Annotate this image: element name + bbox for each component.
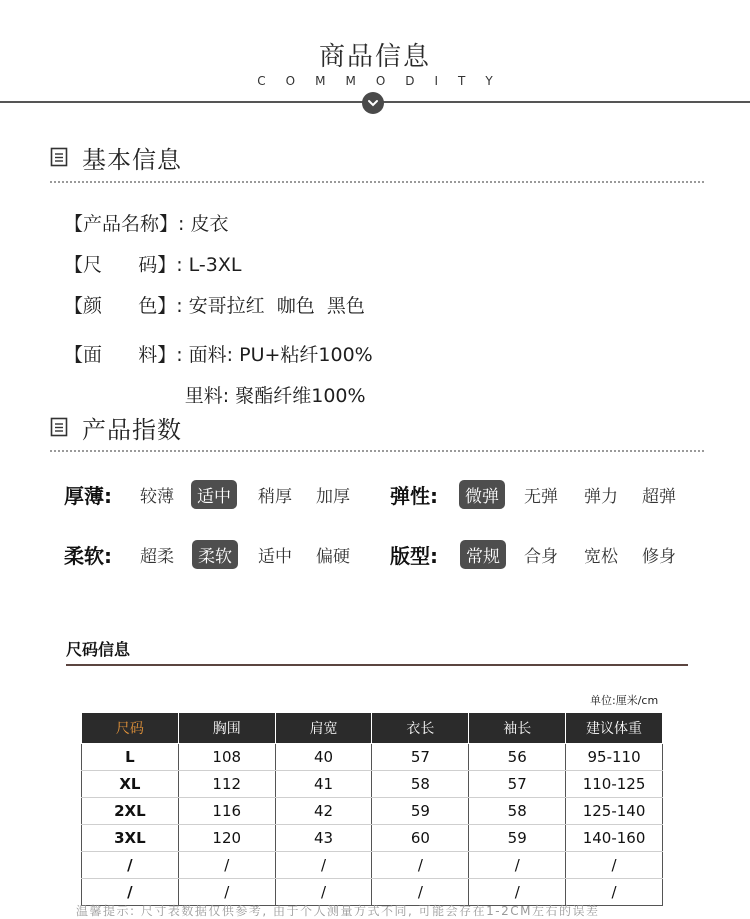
- index-label-softness: 柔软:: [64, 544, 112, 568]
- table-cell: /: [372, 879, 469, 906]
- option-softness-0: 超柔: [140, 547, 174, 567]
- option-thickness-1-selected: 适中: [191, 480, 237, 509]
- table-cell: 140-160: [566, 825, 663, 852]
- table-cell: /: [469, 852, 566, 879]
- column-header: 尺码: [82, 713, 179, 744]
- document-list-icon: [50, 147, 68, 171]
- table-cell: /: [82, 879, 179, 906]
- size-note: 温馨提示: 尺寸表数据仅供参考, 由于个人测量方式不同, 可能会存在1-2CM左右的误差: [76, 904, 600, 918]
- table-cell: 56: [469, 744, 566, 771]
- index-label-thickness: 厚薄:: [64, 484, 112, 508]
- table-cell: 108: [178, 744, 275, 771]
- info-row-lining: 里料: 聚酯纤维100%: [64, 385, 366, 407]
- table-cell: 58: [372, 771, 469, 798]
- table-cell: /: [275, 879, 372, 906]
- size-divider: [66, 664, 688, 666]
- table-cell: 58: [469, 798, 566, 825]
- table-cell: XL: [82, 771, 179, 798]
- table-cell: /: [82, 852, 179, 879]
- option-thickness-0: 较薄: [140, 487, 174, 507]
- table-cell: 112: [178, 771, 275, 798]
- table-cell: 57: [372, 744, 469, 771]
- index-label-fit: 版型:: [390, 544, 438, 568]
- option-softness-1-selected: 柔软: [192, 540, 238, 569]
- dotted-divider: [50, 450, 704, 452]
- table-cell: 110-125: [566, 771, 663, 798]
- option-fit-0-selected: 常规: [460, 540, 506, 569]
- table-cell: /: [469, 879, 566, 906]
- table-cell: /: [178, 852, 275, 879]
- table-cell: 42: [275, 798, 372, 825]
- option-elasticity-3: 超弹: [642, 487, 676, 507]
- info-row-size: 【尺 码】: L-3XL: [64, 254, 242, 276]
- section-heading-size: 尺码信息: [66, 640, 131, 659]
- table-row: [82, 825, 663, 852]
- table-cell: 59: [469, 825, 566, 852]
- option-fit-1: 合身: [524, 547, 558, 567]
- table-cell: 43: [275, 825, 372, 852]
- table-cell: 2XL: [82, 798, 179, 825]
- option-elasticity-1: 无弹: [524, 487, 558, 507]
- table-row: [82, 798, 663, 825]
- dotted-divider: [50, 181, 704, 183]
- table-cell: 95-110: [566, 744, 663, 771]
- column-header: 肩宽: [275, 713, 372, 744]
- table-cell: /: [275, 852, 372, 879]
- table-cell: 3XL: [82, 825, 179, 852]
- option-softness-3: 偏硬: [316, 547, 350, 567]
- option-thickness-3: 加厚: [316, 487, 350, 507]
- table-header-row: [82, 713, 663, 744]
- table-row: [82, 771, 663, 798]
- table-cell: L: [82, 744, 179, 771]
- table-cell: 41: [275, 771, 372, 798]
- table-row: [82, 852, 663, 879]
- table-cell: 59: [372, 798, 469, 825]
- option-elasticity-0-selected: 微弹: [459, 480, 505, 509]
- page-subtitle: COMMODITY: [257, 74, 513, 88]
- info-row-color: 【颜 色】: 安哥拉红 咖色 黑色: [64, 295, 365, 317]
- table-cell: 40: [275, 744, 372, 771]
- unit-label: 单位:厘米/cm: [590, 694, 659, 707]
- info-row-name: 【产品名称】: 皮衣: [64, 213, 229, 235]
- size-table: [81, 712, 663, 906]
- table-cell: 120: [178, 825, 275, 852]
- table-cell: 60: [372, 825, 469, 852]
- column-header: 胸围: [178, 713, 275, 744]
- table-cell: /: [372, 852, 469, 879]
- chevron-down-icon: [362, 92, 384, 114]
- document-list-icon: [50, 417, 68, 441]
- table-cell: 57: [469, 771, 566, 798]
- index-label-elasticity: 弹性:: [390, 484, 438, 508]
- table-cell: 116: [178, 798, 275, 825]
- column-header: 建议体重: [566, 713, 663, 744]
- option-fit-2: 宽松: [584, 547, 618, 567]
- table-cell: 125-140: [566, 798, 663, 825]
- option-softness-2: 适中: [258, 547, 292, 567]
- table-row: [82, 744, 663, 771]
- section-heading-index: 产品指数: [82, 416, 182, 444]
- column-header: 衣长: [372, 713, 469, 744]
- option-fit-3: 修身: [642, 547, 676, 567]
- table-cell: /: [178, 879, 275, 906]
- info-row-fabric: 【面 料】: 面料: PU+粘纤100%: [64, 344, 373, 366]
- column-header: 袖长: [469, 713, 566, 744]
- option-elasticity-2: 弹力: [584, 487, 618, 507]
- table-cell: /: [566, 879, 663, 906]
- section-heading-basic: 基本信息: [82, 146, 182, 174]
- page-title: 商品信息: [318, 42, 431, 72]
- option-thickness-2: 稍厚: [258, 487, 292, 507]
- table-cell: /: [566, 852, 663, 879]
